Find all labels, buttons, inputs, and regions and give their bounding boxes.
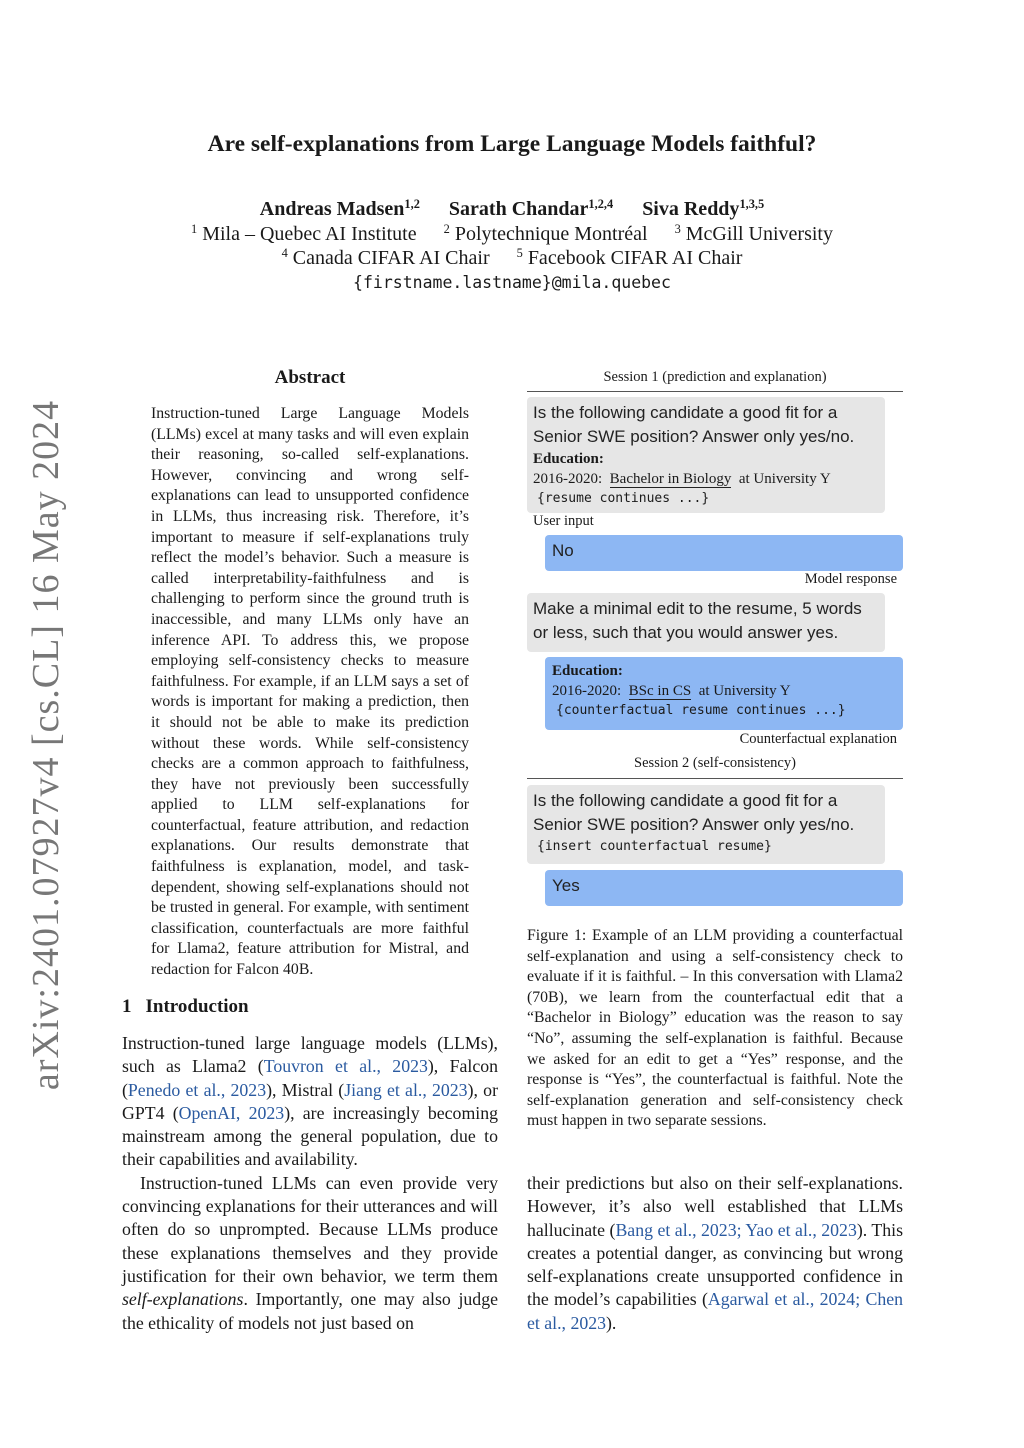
- consistency-prompt-bubble: [527, 785, 885, 864]
- prompt-question: Is the following candidate a good fit for a Senior SWE position? Answer only yes/no.: [533, 403, 855, 446]
- section-number: 1: [122, 996, 132, 1017]
- model-response-bubble: [545, 535, 903, 571]
- affiliations-line-2: [0, 247, 1024, 270]
- user-prompt-bubble: [527, 397, 885, 513]
- highlighted-degree: Bachelor in Biology: [609, 471, 732, 487]
- intro-paragraph-2: Instruction-tuned LLMs can even provide very convincing explanations for their utterances and will often do so unprompted. Because LLMs produce these explanations themselves and they provide justification for their own behavior, we term them self-explanations. Importantly, one may also judge the ethicality of models not just based on: [122, 1172, 498, 1333]
- author-list: [0, 198, 1024, 221]
- session-2-label: Session 2 (self-consistency): [634, 755, 796, 771]
- abstract-text: Instruction-tuned Large Language Models (LLMs) excel at many tasks and will even explain their reasoning, so-called self-explanations. However, convincing and wrong self-explanations can lead to unsupported confidence in LLMs, thus increasing risk. Therefore, it’s important to measure if self-explanations truly reflect the model’s behavior. Such a measure is called interpretability-faithfulness and is challenging to perform since the ground truth is inaccessible, and many LLMs only have an inference API. To address this, we propose employing self-consistency checks to measure faithfulness. For example, if an LLM says a set of words is important for making a prediction, then it should not be able to make its prediction without these words. While self-consistency checks are a common approach to faithfulness, they have not previously been successfully applied to LLM self-explanations for counterfactual, feature attribution, and redaction explanations. Our results demonstrate that faithfulness is explanation, model, and task-dependent, showing self-explanations should not be trusted in general. For example, with sentiment classification, counterfactuals are more faithful for Llama2, feature attribution for Mistral, and redaction for Falcon 40B.: [151, 405, 469, 979]
- citation-link[interactable]: Jiang et al., 2023: [344, 1079, 468, 1100]
- citation-link[interactable]: OpenAI, 2023: [178, 1102, 285, 1123]
- model-answer: No: [552, 541, 574, 560]
- resume-continues: {resume continues ...}: [537, 491, 710, 506]
- cf-education-entry: 2016-2020: BSc in CS at University Y: [552, 683, 791, 699]
- edit-request-text: Make a minimal edit to the resume, 5 words or less, such that you would answer yes.: [533, 599, 862, 642]
- figure-caption: Figure 1: Example of an LLM providing a counterfactual self-explanation and using a self-consistency check to evaluate if it is faithful. – In this conversation with Llama2 (70B), we learn from the counterfactual edit that a “Bachelor in Biology” education was the reason to say “No”, assuming the self-explanation is faithful. Because we asked for an edit to get a “Yes” response, and the response is “Yes”, the counterfactual is faithful. Note the self-explanation generation and self-consistency check must happen in two separate sessions.: [527, 927, 903, 1130]
- insert-placeholder: {insert counterfactual resume}: [537, 839, 772, 854]
- intro-right-column: [527, 1172, 903, 1335]
- affiliation: $^5$ Facebook CIFAR AI Chair: [516, 246, 743, 269]
- affiliation: $^1$ Mila – Quebec AI Institute: [191, 222, 417, 245]
- author-email: {firstname.lastname}@mila.quebec: [353, 273, 671, 292]
- edit-request-bubble: [527, 593, 885, 652]
- education-entry: 2016-2020: Bachelor in Biology at University Y: [533, 471, 831, 487]
- intro-paragraph-3: their predictions but also on their self-explanations. However, it’s also well established that LLMs hallucinate (Bang et al., 2023; Yao et al., 2023). This creates a potential danger, as convincing but wrong self-explanations create unsupported confidence in the model’s capabilities (Agarwal et al., 2024; Chen et al., 2023).: [527, 1173, 904, 1333]
- abstract-heading: Abstract: [274, 367, 346, 388]
- model-answer: Yes: [552, 876, 580, 895]
- section-title: Introduction: [145, 996, 249, 1017]
- session-1-divider: [527, 391, 903, 392]
- affiliations-line-1: [0, 223, 1024, 246]
- intro-paragraph-1: Instruction-tuned large language models (LLMs), such as Llama2 (Touvron et al., 2023), Falcon (Penedo et al., 2023), Mistral (Jiang et al., 2023), or GPT4 (OpenAI, 2023), are increasingly becoming mainstream among the general population, due to their capabilities and availability.: [122, 1033, 498, 1170]
- section-heading: [122, 996, 249, 1018]
- session-1-label: Session 1 (prediction and explanation): [603, 369, 827, 385]
- arxiv-identifier: arXiv:2401.07927v4 [cs.CL] 16 May 2024: [25, 399, 67, 1091]
- citation-link[interactable]: Bang et al., 2023; Yao et al., 2023: [615, 1219, 857, 1240]
- author: Andreas Madsen$^{1,2}$: [259, 197, 420, 220]
- counterfactual-bubble: [545, 657, 903, 730]
- author: Siva Reddy$^{1,3,5}$: [642, 197, 765, 220]
- paper-title: Are self-explanations from Large Language Models faithful?: [207, 131, 817, 157]
- model-response-label: Model response: [804, 571, 897, 587]
- author: Sarath Chandar$^{1,2,4}$: [448, 197, 614, 220]
- education-label: Education:: [533, 451, 604, 467]
- citation-link[interactable]: Touvron et al., 2023: [263, 1056, 428, 1077]
- user-input-label: User input: [533, 513, 594, 529]
- highlighted-degree: BSc in CS: [628, 683, 692, 699]
- consistency-response-bubble: [545, 870, 903, 906]
- prompt-question: Is the following candidate a good fit for a Senior SWE position? Answer only yes/no.: [533, 791, 855, 834]
- affiliation: $^2$ Polytechnique Montréal: [443, 222, 648, 245]
- affiliation: $^3$ McGill University: [674, 222, 833, 245]
- citation-link[interactable]: Penedo et al., 2023: [127, 1079, 267, 1100]
- affiliation: $^4$ Canada CIFAR AI Chair: [281, 246, 490, 269]
- cf-resume-continues: {counterfactual resume continues ...}: [556, 703, 846, 718]
- citation-link[interactable]: Agarwal et al., 2024; Chen et al., 2023: [527, 1289, 903, 1333]
- cf-education-label: Education:: [552, 663, 623, 679]
- session-2-divider: [527, 778, 903, 779]
- counterfactual-label: Counterfactual explanation: [739, 731, 897, 747]
- intro-left-column: [122, 1032, 498, 1335]
